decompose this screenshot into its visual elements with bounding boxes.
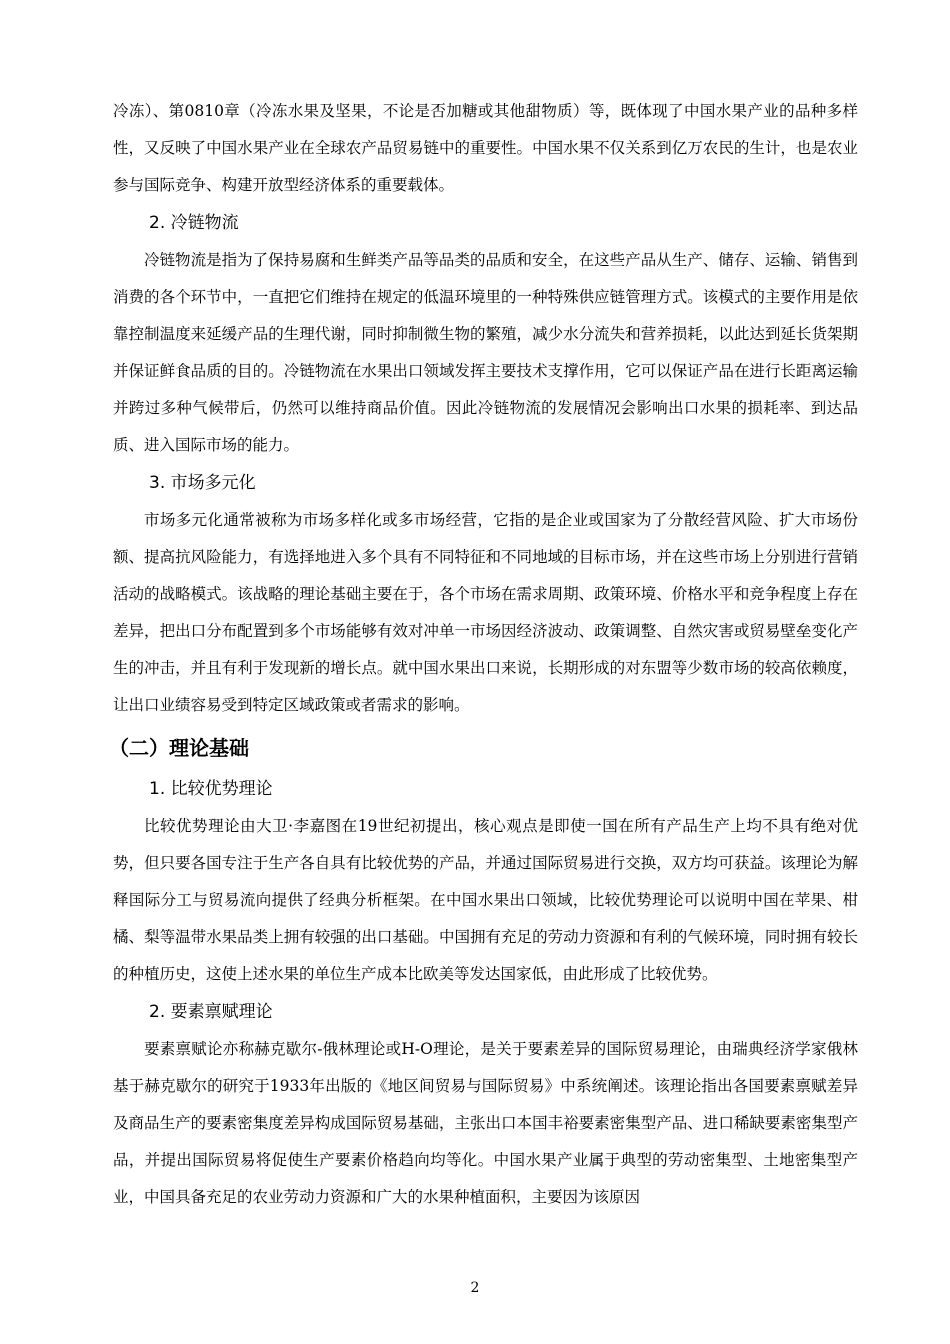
subheading-factor-endowment: 2. 要素禀赋理论 [149, 1002, 273, 1022]
paragraph-fruit-industry: 冷冻）、第0810章（冷冻水果及坚果，不论是否加糖或其他甜物质）等，既体现了中国水果产业的品种多样性，又反映了中国水果产业在全球农产品贸易链中的重要性。中国水果不仅关系到亿万农民的生计，也是农业参与国际竞争、构建开放型经济体系的重要载体。 [113, 102, 858, 194]
paragraph-comparative-advantage: 比较优势理论由大卫·李嘉图在19世纪初提出，核心观点是即使一国在所有产品生产上均不具有绝对优势，但只要各国专注于生产各自具有比较优势的产品，并通过国际贸易进行交换，双方均可获益。该理论为解释国际分工与贸易流向提供了经典分析框架。在中国水果出口领域，比较优势理论可以说明中国在苹果、柑橘、梨等温带水果品类上拥有较强的出口基础。中国拥有充足的劳动力资源和有利的气候环境，同时拥有较长的种植历史，这使上述水果的单位生产成本比欧美等发达国家低，由此形成了比较优势。 [113, 817, 858, 983]
paragraph-factor-endowment: 要素禀赋论亦称赫克歇尔-俄林理论或H-O理论，是关于要素差异的国际贸易理论，由瑞典经济学家俄林基于赫克歇尔的研究于1933年出版的《地区间贸易与国际贸易》中系统阐述。该理论指出各国要素禀赋差异及商品生产的要素密集度差异构成国际贸易基础，主张出口本国丰裕要素密集型产品、进口稀缺要素密集型产品，并提出国际贸易将促使生产要素价格趋向均等化。中国水果产业属于典型的劳动密集型、土地密集型产业，中国具备充足的农业劳动力资源和广大的水果种植面积，主要因为该原因 [113, 1040, 858, 1206]
subheading-cold-chain: 2. 冷链物流 [149, 213, 239, 233]
paragraph-market-diversification: 市场多元化通常被称为市场多样化或多市场经营，它指的是企业或国家为了分散经营风险、扩大市场份额、提高抗风险能力，有选择地进入多个具有不同特征和不同地域的目标市场，并在这些市场上分别进行营销活动的战略模式。该战略的理论基础主要在于，各个市场在需求周期、政策环境、价格水平和竞争程度上存在差异，把出口分布配置到多个市场能够有效对冲单一市场因经济波动、政策调整、自然灾害或贸易壁垒变化产生的冲击，并且有利于发现新的增长点。就中国水果出口来说，长期形成的对东盟等少数市场的较高依赖度，让出口业绩容易受到特定区域政策或者需求的影响。 [113, 511, 858, 714]
subheading-market-diversification: 3. 市场多元化 [149, 473, 256, 493]
page-content [109, 93, 858, 1216]
subheading-comparative-advantage: 1. 比较优势理论 [149, 779, 273, 799]
section-heading-theory: （二）理论基础 [109, 736, 249, 760]
paragraph-cold-chain: 冷链物流是指为了保持易腐和生鲜类产品等品类的品质和安全，在这些产品从生产、储存、运输、销售到消费的各个环节中，一直把它们维持在规定的低温环境里的一种特殊供应链管理方式。该模式的主要作用是依靠控制温度来延缓产品的生理代谢，同时抑制微生物的繁殖，减少水分流失和营养损耗，以此达到延长货架期并保证鲜食品质的目的。冷链物流在水果出口领域发挥主要技术支撑作用，它可以保证产品在进行长距离运输并跨过多种气候带后，仍然可以维持商品价值。因此冷链物流的发展情况会影响出口水果的损耗率、到达品质、进入国际市场的能力。 [113, 251, 858, 454]
page-number: 2 [470, 1280, 480, 1296]
